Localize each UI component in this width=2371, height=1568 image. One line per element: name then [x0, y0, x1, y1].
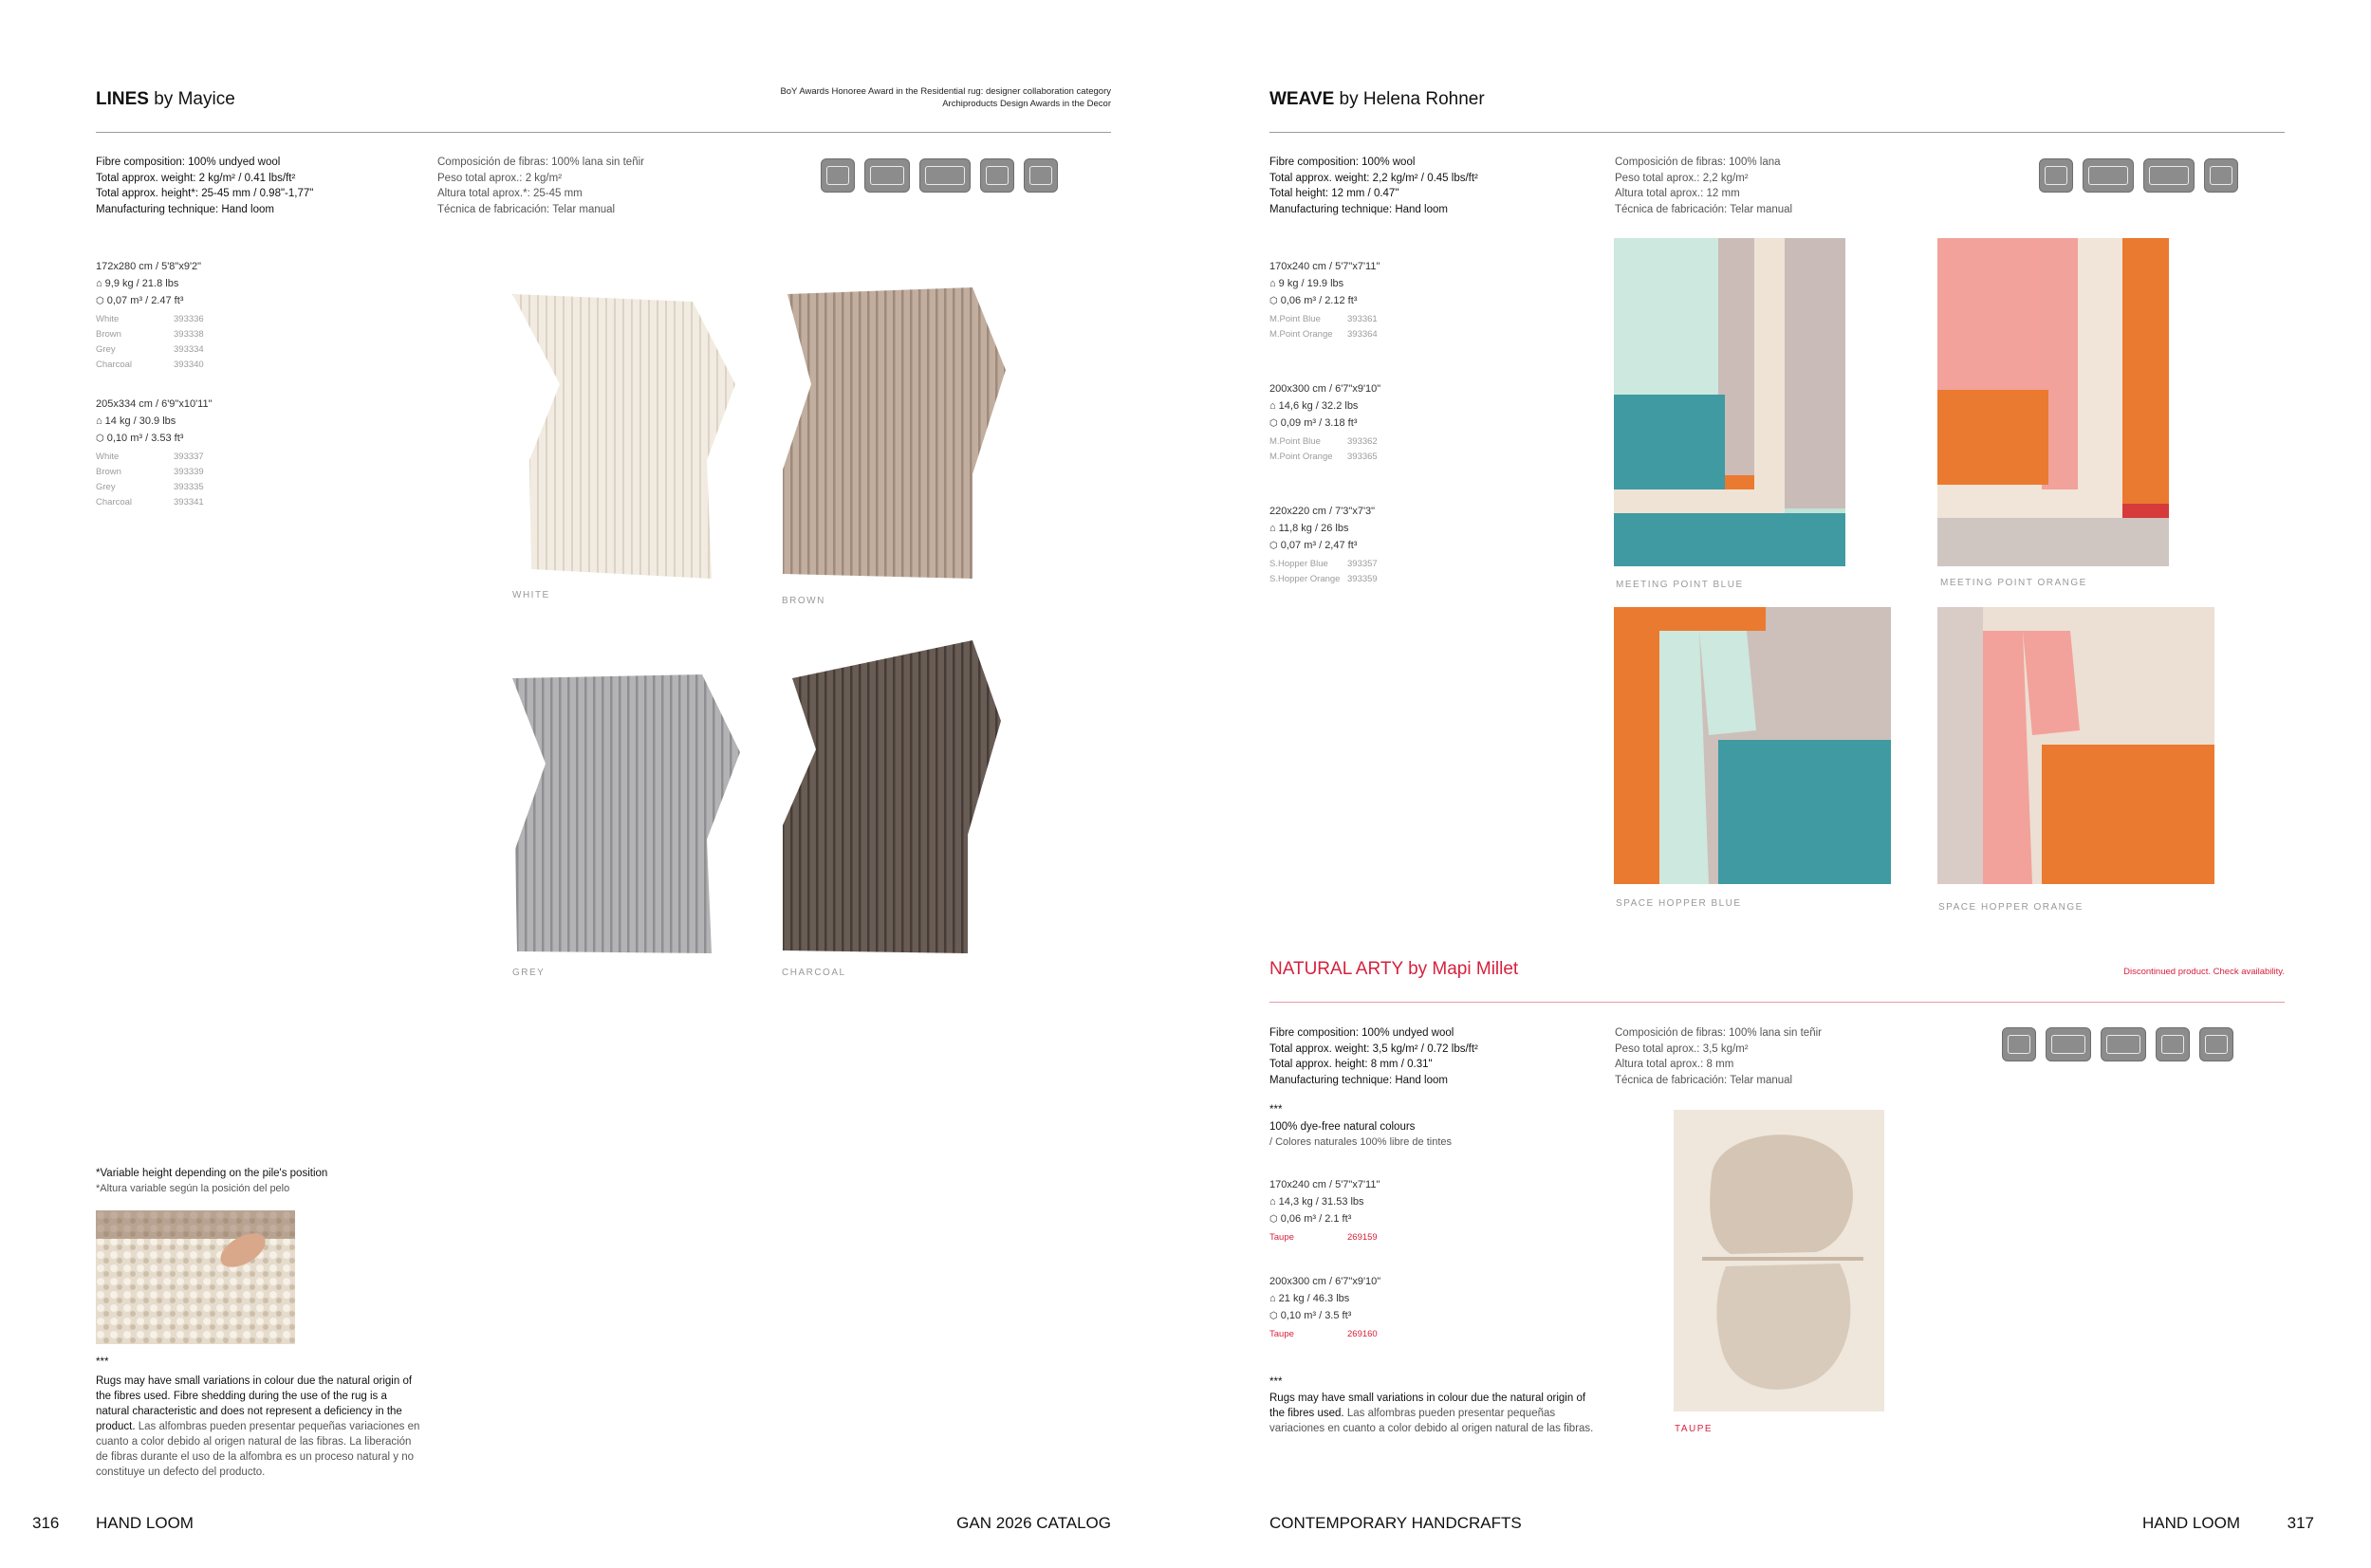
separator-stars: ***: [1269, 1104, 1283, 1116]
award-text: BoY Awards Honoree Award in the Residential rug: designer collaboration category Archiproducts Design Awards in the Decor: [780, 86, 1111, 109]
pile-detail-photo: [96, 1210, 295, 1344]
height-note: *Variable height depending on the pile's position *Altura variable según la posición del pelo: [96, 1168, 328, 1194]
volume-label: ⬡ 0,06 m³ / 2.1 ft³: [1269, 1210, 1507, 1228]
list-item: Grey 393335: [96, 482, 204, 492]
weight-label: ⌂ 9 kg / 19.9 lbs: [1269, 275, 1507, 292]
rug-image-meeting-point-orange: [1937, 238, 2169, 566]
vacuum-icon: [2199, 1027, 2233, 1061]
weight-label: ⌂ 14 kg / 30.9 lbs: [96, 413, 333, 430]
weight-label: ⌂ 9,9 kg / 21.8 lbs: [96, 275, 333, 292]
lines-title: LINES by Mayice: [96, 89, 235, 109]
caption-meeting-point-orange: MEETING POINT ORANGE: [1940, 578, 2087, 588]
caption-space-hopper-blue: SPACE HOPPER BLUE: [1616, 898, 1742, 909]
caption-grey: GREY: [512, 968, 546, 978]
arty-specs-en: Fibre composition: 100% undyed wool Total approx. weight: 3,5 kg/m² / 0.72 lbs/ft² Total approx. height: 8 mm / 0.31" Manufacturing technique: Hand loom: [1269, 1027, 1478, 1086]
footer-catalog-name: GAN 2026 CATALOG: [956, 1514, 1111, 1532]
arty-size-block-2: [1269, 1273, 1507, 1342]
size-label: 220x220 cm / 7'3"x7'3": [1269, 506, 1376, 517]
volume-label: ⬡ 0,10 m³ / 3.53 ft³: [96, 430, 333, 448]
size-label: 200x300 cm / 6'7"x9'10": [1269, 1276, 1381, 1287]
weave-size-block-3: [1269, 503, 1507, 587]
separator-stars: ***: [1269, 1376, 1283, 1388]
contract-use-icon: [919, 158, 971, 193]
weave-size-block-1: [1269, 258, 1507, 342]
caption-space-hopper-orange: SPACE HOPPER ORANGE: [1938, 902, 2084, 913]
list-item: Taupe 269160: [1269, 1329, 1378, 1339]
list-item: Grey 393334: [96, 344, 204, 355]
residential-use-icon: [2046, 1027, 2091, 1061]
caption-taupe: TAUPE: [1675, 1424, 1713, 1434]
caption-charcoal: CHARCOAL: [782, 968, 846, 978]
fire-retardant-icon: [821, 158, 855, 193]
weight-label: ⌂ 14,6 kg / 32.2 lbs: [1269, 397, 1507, 415]
arty-size-block-1: [1269, 1176, 1507, 1245]
list-item: Brown 393339: [96, 467, 204, 477]
separator-stars: ***: [96, 1356, 109, 1368]
variation-note: Rugs may have small variations in colour due the natural origin of the fibres used. Fibre shedding during the use of the rug is a natural characteristic and does not represent a deficiency in the product. Las alfombras pueden presentar pequeñas variaciones en cuanto a color debido al origen natural de las fibras. La liberación de fibras durante el uso de la alfombra es un proceso natural y no constituye un defecto del producto.: [96, 1375, 420, 1478]
footer-section-title: CONTEMPORARY HANDCRAFTS: [1269, 1514, 1522, 1532]
caption-brown: BROWN: [782, 596, 825, 606]
list-item: White 393336: [96, 314, 204, 324]
lines-specs-es: Composición de fibras: 100% lana sin teñir Peso total aprox.: 2 kg/m² Altura total aprox.*: 25-45 mm Técnica de fabricación: Telar manual: [437, 157, 644, 215]
list-item: Brown 393338: [96, 329, 204, 340]
arty-specs-es: Composición de fibras: 100% lana sin teñir Peso total aprox.: 3,5 kg/m² Altura total aprox.: 8 mm Técnica de fabricación: Telar manual: [1615, 1027, 1822, 1086]
size-label: 205x334 cm / 6'9"x10'11": [96, 398, 213, 410]
contract-use-icon: [2101, 1027, 2146, 1061]
fire-retardant-icon: [2002, 1027, 2036, 1061]
contract-use-icon: [2143, 158, 2195, 193]
section-divider-red: [1269, 1002, 2285, 1003]
lines-size-block-1: [96, 258, 333, 373]
arty-icon-row: [2002, 1027, 2233, 1061]
underfloor-heating-icon: [2204, 158, 2238, 193]
weight-label: ⌂ 21 kg / 46.3 lbs: [1269, 1290, 1507, 1307]
residential-use-icon: [2083, 158, 2134, 193]
weight-label: ⌂ 11,8 kg / 26 lbs: [1269, 520, 1507, 537]
footer-section-left: HAND LOOM: [96, 1514, 194, 1532]
rug-image-space-hopper-blue: [1614, 607, 1891, 884]
rug-image-meeting-point-blue: [1614, 238, 1845, 566]
list-item: M.Point Orange 393365: [1269, 452, 1378, 462]
size-label: 172x280 cm / 5'8"x9'2": [96, 261, 202, 272]
discontinued-notice: Discontinued product. Check availability.: [2123, 967, 2285, 977]
underfloor-heating-icon: [980, 158, 1014, 193]
list-item: Taupe 269159: [1269, 1232, 1378, 1243]
fire-retardant-icon: [2039, 158, 2073, 193]
volume-label: ⬡ 0,07 m³ / 2,47 ft³: [1269, 537, 1507, 555]
list-item: Charcoal 393341: [96, 497, 204, 507]
list-item: White 393337: [96, 452, 204, 462]
section-divider: [1269, 132, 2285, 133]
size-label: 170x240 cm / 5'7"x7'11": [1269, 261, 1380, 272]
size-label: 200x300 cm / 6'7"x9'10": [1269, 383, 1381, 395]
rug-image-grey: [508, 669, 745, 958]
natural-arty-title: NATURAL ARTY by Mapi Millet: [1269, 959, 1519, 979]
weight-label: ⌂ 14,3 kg / 31.53 lbs: [1269, 1193, 1507, 1210]
section-divider: [96, 132, 1111, 133]
page-number-left: 316: [32, 1514, 60, 1532]
list-item: Charcoal 393340: [96, 360, 204, 370]
volume-label: ⬡ 0,10 m³ / 3.5 ft³: [1269, 1307, 1507, 1325]
arty-variation-note: Rugs may have small variations in colour due the natural origin of the fibres used. Las alfombras pueden presentar pequeñas variaciones en cuanto a color debido al origen natural de las fibras.: [1269, 1393, 1594, 1434]
rug-image-taupe: [1674, 1110, 1884, 1411]
footer-section-right: HAND LOOM: [2142, 1514, 2240, 1532]
volume-label: ⬡ 0,09 m³ / 3.18 ft³: [1269, 415, 1507, 433]
rug-image-space-hopper-orange: [1937, 607, 2214, 884]
weave-title: WEAVE by Helena Rohner: [1269, 89, 1485, 109]
dye-free-note: 100% dye-free natural colours / Colores naturales 100% libre de tintes: [1269, 1121, 1452, 1148]
list-item: S.Hopper Blue 393357: [1269, 559, 1378, 569]
volume-label: ⬡ 0,07 m³ / 2.47 ft³: [96, 292, 333, 310]
vacuum-icon: [1024, 158, 1058, 193]
rug-image-white: [503, 275, 740, 588]
underfloor-heating-icon: [2156, 1027, 2190, 1061]
weave-specs-es: Composición de fibras: 100% lana Peso total aprox.: 2,2 kg/m² Altura total aprox.: 12 mm Técnica de fabricación: Telar manual: [1615, 157, 1793, 215]
page-number-right: 317: [2287, 1514, 2314, 1532]
list-item: S.Hopper Orange 393359: [1269, 574, 1378, 584]
list-item: M.Point Blue 393362: [1269, 436, 1378, 447]
list-item: M.Point Blue 393361: [1269, 314, 1378, 324]
size-label: 170x240 cm / 5'7"x7'11": [1269, 1179, 1380, 1190]
list-item: M.Point Orange 393364: [1269, 329, 1378, 340]
caption-meeting-point-blue: MEETING POINT BLUE: [1616, 580, 1744, 590]
lines-size-block-2: [96, 396, 333, 510]
weave-icon-row: [2039, 158, 2238, 193]
rug-image-brown: [773, 280, 1010, 593]
rug-image-charcoal: [773, 636, 1010, 958]
volume-label: ⬡ 0,06 m³ / 2.12 ft³: [1269, 292, 1507, 310]
weave-specs-en: Fibre composition: 100% wool Total approx. weight: 2,2 kg/m² / 0.45 lbs/ft² Total height: 12 mm / 0.47" Manufacturing technique: Hand loom: [1269, 157, 1478, 215]
caption-white: WHITE: [512, 590, 550, 600]
residential-use-icon: [864, 158, 910, 193]
weave-size-block-2: [1269, 380, 1507, 465]
lines-specs-en: Fibre composition: 100% undyed wool Total approx. weight: 2 kg/m² / 0.41 lbs/ft² Total approx. height*: 25-45 mm / 0.98"-1,77" Manufacturing technique: Hand loom: [96, 157, 314, 215]
lines-icon-row: [821, 158, 1058, 193]
